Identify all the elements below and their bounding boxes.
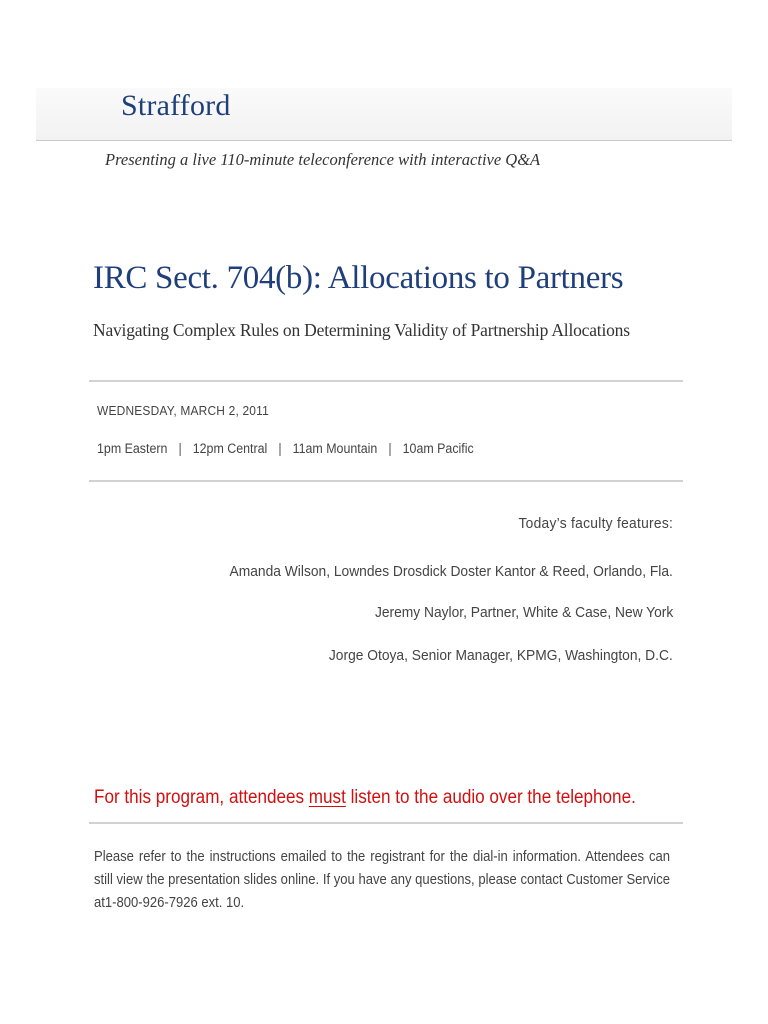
page-title: IRC Sect. 704(b): Allocations to Partners — [93, 260, 624, 296]
faculty-member: Jorge Otoya, Senior Manager, KPMG, Washington, D.C. — [329, 647, 673, 664]
time-mountain: 11am Mountain — [292, 441, 378, 456]
notice-text-before: For this program, attendees — [94, 787, 309, 808]
event-date: WEDNESDAY, MARCH 2, 2011 — [97, 403, 269, 418]
tagline: Presenting a live 110-minute teleconference with interactive Q&A — [105, 150, 541, 169]
time-separator: | — [388, 441, 392, 456]
event-times — [97, 441, 474, 456]
faculty-member: Jeremy Naylor, Partner, White & Case, New York — [374, 604, 673, 621]
time-separator: | — [278, 441, 282, 456]
divider — [89, 380, 683, 382]
time-central: 12pm Central — [192, 441, 268, 456]
faculty-member: Amanda Wilson, Lowndes Drosdick Doster Kantor & Reed, Orlando, Fla. — [229, 563, 673, 580]
time-pacific: 10am Pacific — [402, 441, 474, 456]
time-eastern: 1pm Eastern — [97, 441, 168, 456]
notice-emphasis: must — [308, 787, 346, 808]
brand-logo: Strafford — [121, 89, 231, 122]
audio-notice — [94, 787, 636, 809]
divider — [89, 822, 683, 824]
faculty-heading: Today’s faculty features: — [518, 515, 673, 532]
time-separator: | — [178, 441, 182, 456]
divider — [89, 480, 683, 482]
dial-in-instructions: Please refer to the instructions emailed to the registrant for the dial-in information. Attendees can still view the presentation slides online. If you have any questions, please contact Customer Service at1-800-926-7926 ext. 10. — [94, 849, 670, 911]
notice-text-after: listen to the audio over the telephone. — [345, 787, 636, 808]
page-subtitle: Navigating Complex Rules on Determining Validity of Partnership Allocations — [93, 320, 630, 340]
